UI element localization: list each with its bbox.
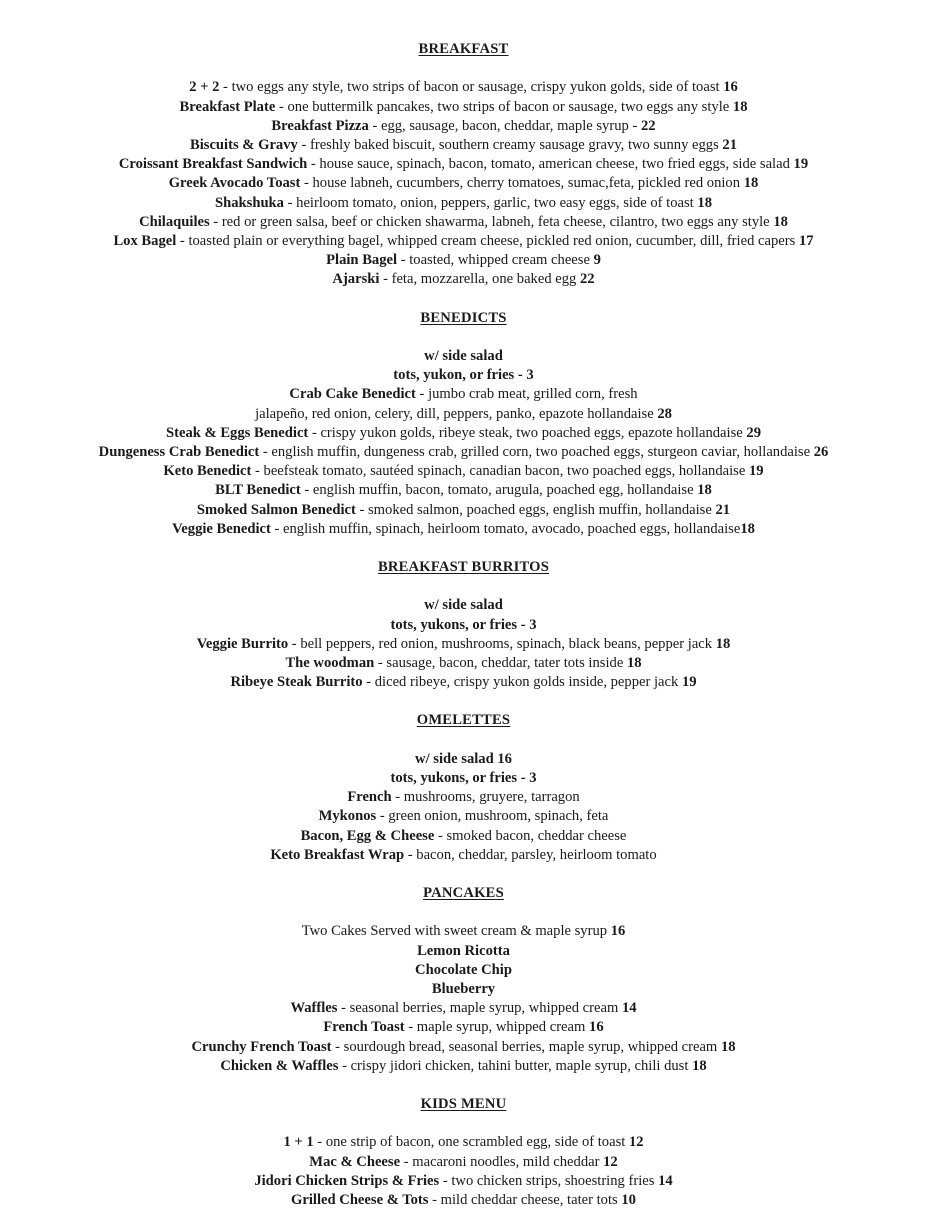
item-price: 21 bbox=[722, 137, 738, 153]
menu-item bbox=[0, 405, 927, 424]
section-subtitle: w/ side salad bbox=[424, 348, 503, 365]
item-description: - one strip of bacon, one scrambled egg, side of toast bbox=[313, 1134, 629, 1151]
menu-item bbox=[0, 136, 927, 155]
section-subtitle: Blueberry bbox=[431, 981, 496, 998]
item-name: Keto Breakfast Wrap bbox=[270, 846, 405, 863]
item-description: - house sauce, spinach, bacon, tomato, american cheese, two fried eggs, side salad bbox=[307, 156, 794, 173]
menu-item bbox=[0, 654, 927, 673]
item-price: 12 bbox=[628, 1134, 644, 1151]
intro-text: Two Cakes Served with sweet cream & maple syrup bbox=[301, 923, 611, 940]
menu-item bbox=[0, 155, 927, 174]
item-description: - two eggs any style, two strips of bacon or sausage, crispy yukon golds, side of toast bbox=[219, 79, 724, 96]
menu-item bbox=[0, 481, 927, 500]
item-name: Jidori Chicken Strips & Fries bbox=[254, 1172, 440, 1189]
item-price: 28 bbox=[657, 405, 672, 422]
section-subtitle: Chocolate Chip bbox=[415, 961, 512, 978]
item-name: Chilaquiles bbox=[139, 213, 210, 230]
item-description: - beefsteak tomato, sautéed spinach, canadian bacon, two poached eggs, hollandaise bbox=[251, 463, 749, 480]
item-price: 16 bbox=[723, 79, 738, 96]
item-price: 22 bbox=[640, 117, 656, 134]
item-name: 2 + 2 bbox=[189, 79, 220, 96]
section-subtitle: tots, yukons, or fries - 3 bbox=[390, 616, 537, 633]
item-description: - green onion, mushroom, spinach, feta bbox=[376, 808, 609, 825]
menu-item bbox=[0, 807, 927, 826]
section-breakfast bbox=[0, 40, 927, 290]
item-name: Breakfast Plate bbox=[179, 98, 276, 115]
item-description: - seasonal berries, maple syrup, whipped cream bbox=[337, 1000, 622, 1017]
item-description: - english muffin, bacon, tomato, arugula, poached egg, hollandaise bbox=[300, 482, 698, 499]
item-name: Grilled Cheese & Tots bbox=[291, 1192, 429, 1209]
section-subtitle: w/ side salad bbox=[424, 597, 503, 614]
menu-item bbox=[0, 827, 927, 846]
menu-item bbox=[0, 635, 927, 654]
item-price: 19 bbox=[749, 463, 764, 480]
item-description: - smoked salmon, poached eggs, english muffin, hollandaise bbox=[355, 501, 716, 518]
item-name: Bacon, Egg & Cheese bbox=[300, 827, 435, 844]
item-price: 19 bbox=[793, 156, 809, 173]
item-description: - mild cheddar cheese, tater tots bbox=[428, 1192, 622, 1209]
item-description: - smoked bacon, cheddar cheese bbox=[434, 827, 627, 844]
section-title: BREAKFAST BURRITOS bbox=[377, 559, 550, 576]
item-name: Lox Bagel bbox=[113, 233, 177, 250]
item-price: 18 bbox=[773, 213, 788, 230]
menu-item bbox=[0, 78, 927, 97]
item-description: - english muffin, dungeness crab, grilled corn, two poached eggs, sturgeon caviar, hollandaise bbox=[259, 444, 814, 461]
item-name: Chicken & Waffles bbox=[220, 1057, 339, 1074]
menu-item bbox=[0, 174, 927, 193]
menu-item bbox=[0, 270, 927, 289]
item-price: 18 bbox=[715, 635, 731, 652]
item-description: - diced ribeye, crispy yukon golds inside, pepper jack bbox=[362, 674, 682, 691]
item-name: Croissant Breakfast Sandwich bbox=[118, 156, 308, 173]
item-price: 14 bbox=[621, 1000, 637, 1017]
item-name: Waffles bbox=[290, 1000, 338, 1017]
item-description: - bacon, cheddar, parsley, heirloom tomato bbox=[404, 846, 657, 863]
item-description: - two chicken strips, shoestring fries bbox=[439, 1172, 659, 1189]
section-title: PANCAKES bbox=[423, 885, 504, 902]
menu-item bbox=[0, 98, 927, 117]
section-kids bbox=[0, 1095, 927, 1210]
item-description: - macaroni noodles, mild cheddar bbox=[400, 1153, 604, 1170]
item-price: 18 bbox=[692, 1057, 707, 1074]
item-name: Crab Cake Benedict bbox=[289, 386, 416, 403]
item-name: Greek Avocado Toast bbox=[168, 175, 301, 192]
item-price: 12 bbox=[603, 1153, 618, 1170]
section-title: OMELETTES bbox=[416, 712, 511, 729]
item-price: 16 bbox=[589, 1019, 604, 1036]
menu-item bbox=[0, 385, 927, 404]
menu-item bbox=[0, 462, 927, 481]
section-title: KIDS MENU bbox=[420, 1096, 507, 1113]
item-price: 18 bbox=[720, 1038, 736, 1055]
item-description: - freshly baked biscuit, southern creamy sausage gravy, two sunny eggs bbox=[297, 137, 723, 153]
menu-item bbox=[0, 251, 927, 270]
item-price: 29 bbox=[746, 424, 761, 441]
menu-page bbox=[0, 40, 927, 1229]
item-name: Steak & Eggs Benedict bbox=[166, 424, 309, 441]
section-omelettes bbox=[0, 711, 927, 865]
item-name: Breakfast Pizza bbox=[271, 117, 369, 134]
intro-price: 16 bbox=[610, 923, 626, 940]
item-description: - red or green salsa, beef or chicken shawarma, labneh, feta cheese, cilantro, two eggs any style bbox=[209, 213, 774, 230]
item-price: 19 bbox=[681, 674, 697, 691]
item-description: - heirloom tomato, onion, peppers, garlic, two easy eggs, side of toast bbox=[283, 194, 698, 211]
item-price: 26 bbox=[813, 444, 829, 461]
item-price: 18 bbox=[732, 98, 748, 115]
item-description: - egg, sausage, bacon, cheddar, maple syrup - bbox=[368, 117, 641, 134]
item-name: French Toast bbox=[323, 1019, 405, 1036]
item-name: Veggie Benedict bbox=[172, 520, 271, 537]
item-description: - feta, mozzarella, one baked egg bbox=[379, 271, 580, 288]
menu-item bbox=[0, 232, 927, 251]
menu-item bbox=[0, 520, 927, 539]
item-name: BLT Benedict bbox=[215, 482, 301, 499]
menu-item bbox=[0, 846, 927, 865]
item-name: Shakshuka bbox=[215, 194, 284, 211]
item-price: 18 bbox=[743, 175, 759, 192]
item-description: - sourdough bread, seasonal berries, maple syrup, whipped cream bbox=[331, 1038, 721, 1055]
menu-item bbox=[0, 1172, 927, 1191]
item-description: jalapeño, red onion, celery, dill, peppers, panko, epazote hollandaise bbox=[255, 405, 658, 422]
section-title: BREAKFAST bbox=[418, 41, 509, 57]
item-price: 18 bbox=[697, 482, 712, 499]
menu-item bbox=[0, 1018, 927, 1037]
menu-item bbox=[0, 213, 927, 232]
item-description: - jumbo crab meat, grilled corn, fresh bbox=[415, 386, 638, 403]
section-subtitle: tots, yukons, or fries - 3 bbox=[390, 770, 537, 787]
item-price: 14 bbox=[658, 1172, 673, 1189]
menu-item bbox=[0, 194, 927, 213]
item-price: 18 bbox=[626, 655, 642, 672]
section-pancakes bbox=[0, 884, 927, 1076]
item-name: Mykonos bbox=[318, 808, 377, 825]
menu-item bbox=[0, 1057, 927, 1076]
item-description: - maple syrup, whipped cream bbox=[404, 1019, 590, 1036]
section-subtitle: w/ side salad 16 bbox=[415, 750, 512, 767]
item-name: Crunchy French Toast bbox=[191, 1038, 332, 1055]
menu-item bbox=[0, 673, 927, 692]
section-subtitle: tots, yukon, or fries - 3 bbox=[393, 367, 534, 384]
item-description: - house labneh, cucumbers, cherry tomatoes, sumac,feta, pickled red onion bbox=[300, 175, 744, 192]
menu-item bbox=[0, 1153, 927, 1172]
item-price: 9 bbox=[593, 252, 601, 269]
item-description: - one buttermilk pancakes, two strips of bacon or sausage, two eggs any style bbox=[275, 98, 733, 115]
item-name: The woodman bbox=[285, 655, 375, 672]
item-name: 1 + 1 bbox=[283, 1134, 314, 1151]
item-description: - mushrooms, gruyere, tarragon bbox=[391, 789, 580, 806]
section-burritos bbox=[0, 558, 927, 692]
item-price: 18 bbox=[740, 520, 755, 537]
item-name: Biscuits & Gravy bbox=[189, 137, 298, 153]
item-name: Ajarski bbox=[332, 271, 380, 288]
item-name: Plain Bagel bbox=[326, 252, 398, 269]
item-description: - crispy yukon golds, ribeye steak, two poached eggs, epazote hollandaise bbox=[308, 424, 747, 441]
item-name: Mac & Cheese bbox=[309, 1153, 401, 1170]
item-price: 21 bbox=[715, 501, 731, 518]
menu-item bbox=[0, 999, 927, 1018]
item-description: - bell peppers, red onion, mushrooms, spinach, black beans, pepper jack bbox=[288, 635, 716, 652]
item-name: Smoked Salmon Benedict bbox=[196, 501, 356, 518]
menu-item bbox=[0, 788, 927, 807]
item-name: French bbox=[347, 789, 392, 806]
menu-item bbox=[0, 443, 927, 462]
item-description: - sausage, bacon, cheddar, tater tots inside bbox=[374, 655, 627, 672]
item-description: - toasted plain or everything bagel, whipped cream cheese, pickled red onion, cucumber, dill, fried capers bbox=[176, 233, 799, 250]
item-description: - english muffin, spinach, heirloom tomato, avocado, poached eggs, hollandaise bbox=[270, 520, 741, 537]
item-price: 17 bbox=[798, 233, 814, 250]
item-name: Veggie Burrito bbox=[196, 635, 289, 652]
item-name: Keto Benedict bbox=[163, 463, 252, 480]
menu-item bbox=[0, 424, 927, 443]
item-name: Dungeness Crab Benedict bbox=[98, 444, 260, 461]
section-subtitle: Lemon Ricotta bbox=[417, 942, 510, 959]
menu-item bbox=[0, 1191, 927, 1210]
section-benedicts bbox=[0, 309, 927, 539]
menu-item bbox=[0, 501, 927, 520]
menu-item bbox=[0, 117, 927, 136]
item-description: - toasted, whipped cream cheese bbox=[397, 252, 594, 269]
menu-item bbox=[0, 1133, 927, 1152]
section-intro bbox=[0, 922, 927, 941]
item-price: 22 bbox=[580, 271, 595, 288]
item-description: - crispy jidori chicken, tahini butter, maple syrup, chili dust bbox=[338, 1057, 693, 1074]
item-name: Ribeye Steak Burrito bbox=[230, 674, 363, 691]
section-title: BENEDICTS bbox=[420, 309, 507, 326]
item-price: 18 bbox=[697, 194, 712, 211]
menu-item bbox=[0, 1038, 927, 1057]
item-price: 10 bbox=[621, 1192, 636, 1209]
